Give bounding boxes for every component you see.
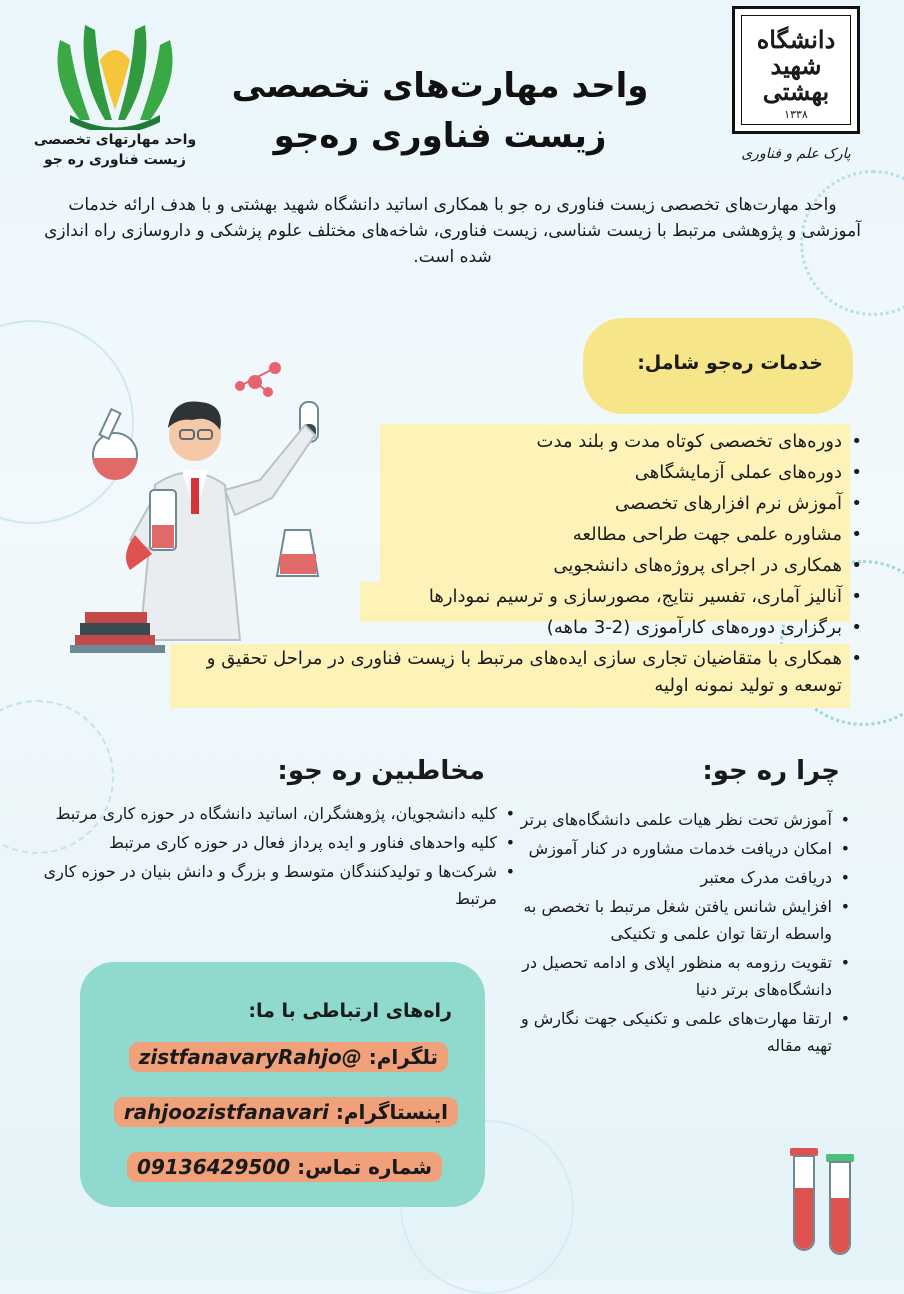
services-list bbox=[172, 428, 862, 703]
contact-heading: راه‌های ارتباطی با ما: bbox=[248, 1000, 452, 1022]
phone-label: شماره تماس: bbox=[297, 1155, 432, 1179]
list-item: • مشاوره علمی جهت طراحی مطالعه bbox=[172, 521, 862, 548]
telegram-handle[interactable]: @zistfanavaryRahjo bbox=[138, 1045, 362, 1069]
list-item: • ارتقا مهارت‌های علمی و تکنیکی جهت نگارش و تهیه مقاله bbox=[520, 1005, 850, 1059]
university-name: دانشگاه شهید بهشتی bbox=[756, 25, 836, 106]
list-item: • کلیه واحدهای فناور و ایده پرداز فعال در حوزه کاری مرتبط bbox=[30, 829, 515, 856]
university-logo bbox=[732, 6, 860, 134]
unit-logo bbox=[30, 20, 200, 180]
list-item: • آنالیز آماری، تفسیر نتایج، مصورسازی و ترسیم نمودارها bbox=[172, 583, 862, 610]
instagram-tag[interactable] bbox=[114, 1097, 458, 1127]
page-title-line2: زیست فناوری ره‌جو bbox=[273, 116, 607, 156]
list-item: • همکاری در اجرای پروژه‌های دانشجویی bbox=[172, 552, 862, 579]
instagram-handle[interactable]: rahjoozistfanavari bbox=[123, 1100, 329, 1124]
audience-heading: مخاطبین ره جو: bbox=[277, 756, 485, 786]
test-tubes-icon bbox=[784, 1148, 864, 1258]
phone-tag[interactable] bbox=[127, 1152, 442, 1182]
list-item: • همکاری با متقاضیان تجاری سازی ایده‌های مرتبط با زیست فناوری در مراحل تحقیق و توسعه و تولید نمونه اولیه bbox=[172, 645, 862, 699]
list-item: • کلیه دانشجویان، پژوهشگران، اساتید دانشگاه در حوزه کاری مرتبط bbox=[30, 800, 515, 827]
list-item: • تقویت رزومه به منظور اپلای و ادامه تحصیل در دانشگاه‌های برتر دنیا bbox=[520, 949, 850, 1003]
intro-paragraph: واحد مهارت‌های تخصصی زیست فناوری ره جو با همکاری اساتید دانشگاه شهید بهشتی و با هدف ارائه خدمات آموزشی و پژوهشی مرتبط با زیست شناسی، زیست فناوری، شاخه‌های مختلف علوم پزشکی و داروسازی راه اندازی شده است. bbox=[44, 195, 861, 267]
telegram-label: تلگرام: bbox=[368, 1045, 438, 1069]
why-list bbox=[520, 806, 850, 1061]
list-item: • دوره‌های تخصصی کوتاه مدت و بلند مدت bbox=[172, 428, 862, 455]
why-heading: چرا ره جو: bbox=[702, 756, 840, 786]
phone-number[interactable]: 09136429500 bbox=[137, 1155, 291, 1179]
list-item: • آموزش نرم افزارهای تخصصی bbox=[172, 490, 862, 517]
list-item: • برگزاری دوره‌های کارآموزی (2-3 ماهه) bbox=[172, 614, 862, 641]
leaves-logo-icon bbox=[30, 20, 200, 130]
page-title-line1: واحد مهارت‌های تخصصی bbox=[231, 66, 649, 106]
list-item: • شرکت‌ها و تولیدکنندگان متوسط و بزرگ و دانش بنیان در حوزه کاری مرتبط bbox=[30, 858, 515, 912]
telegram-tag[interactable] bbox=[129, 1042, 448, 1072]
list-item: • امکان دریافت خدمات مشاوره در کنار آموزش bbox=[520, 835, 850, 862]
list-item: • افزایش شانس یافتن شغل مرتبط با تخصص به واسطه ارتقا توان علمی و تکنیکی bbox=[520, 893, 850, 947]
unit-logo-line1: واحد مهارتهای تخصصی bbox=[33, 132, 197, 148]
unit-logo-line2: زیست فناوری ره جو bbox=[44, 152, 186, 168]
audience-list bbox=[30, 800, 515, 914]
list-item: • آموزش تحت نظر هیات علمی دانشگاه‌های برتر bbox=[520, 806, 850, 833]
university-year: ۱۳۳۸ bbox=[784, 108, 808, 121]
services-heading: خدمات ره‌جو شامل: bbox=[637, 352, 823, 374]
instagram-label: اینستاگرام: bbox=[335, 1100, 448, 1124]
university-caption: پارک علم و فناوری bbox=[741, 146, 851, 162]
list-item: • دوره‌های عملی آزمایشگاهی bbox=[172, 459, 862, 486]
list-item: • دریافت مدرک معتبر bbox=[520, 864, 850, 891]
